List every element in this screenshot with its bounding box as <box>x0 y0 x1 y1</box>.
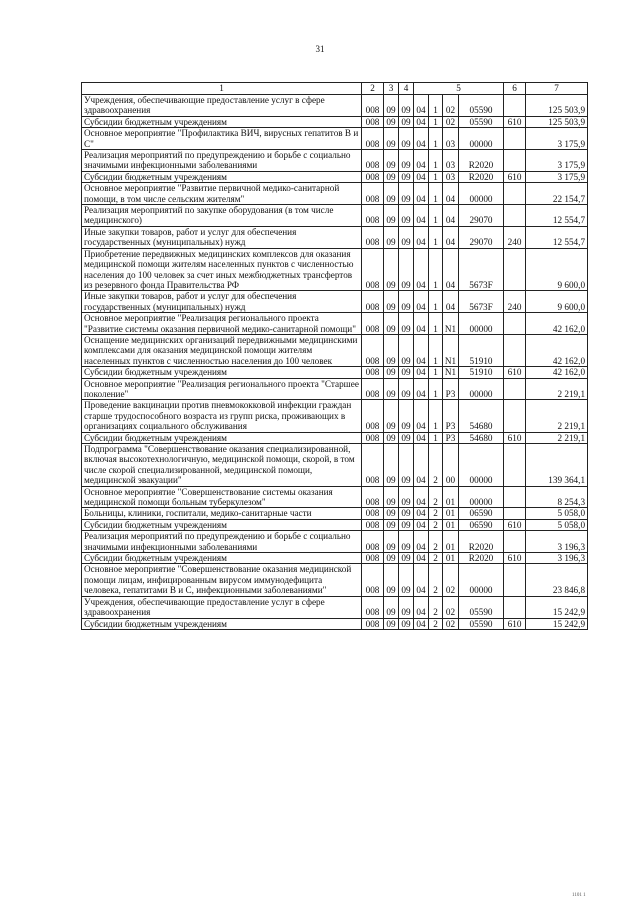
cell-p1: 04 <box>414 444 429 487</box>
cell-p1: 04 <box>414 150 429 172</box>
cell-c2: 008 <box>362 531 384 553</box>
cell-p3: 03 <box>443 171 459 182</box>
cell-c6 <box>504 400 526 432</box>
cell-c3: 09 <box>384 444 399 487</box>
cell-c3: 09 <box>384 519 399 530</box>
cell-c3: 09 <box>384 367 399 378</box>
cell-p4: 05590 <box>459 618 504 629</box>
cell-p4: 00000 <box>459 128 504 150</box>
table-row <box>82 171 588 182</box>
cell-p1: 04 <box>414 367 429 378</box>
cell-p2: 1 <box>429 367 443 378</box>
cell-c6: 610 <box>504 171 526 182</box>
table-row <box>82 486 588 508</box>
cell-name: Больницы, клиники, госпитали, медико-санитарные части <box>82 508 362 519</box>
table-row <box>82 432 588 443</box>
cell-c2: 008 <box>362 313 384 335</box>
cell-amount: 3 196,3 <box>526 531 588 553</box>
cell-c2: 008 <box>362 564 384 596</box>
header-cell: 6 <box>504 83 526 95</box>
cell-p4: R2020 <box>459 553 504 564</box>
cell-p1: 04 <box>414 486 429 508</box>
cell-p3: 02 <box>443 618 459 629</box>
cell-c2: 008 <box>362 334 384 366</box>
cell-c2: 008 <box>362 183 384 205</box>
cell-c4: 09 <box>399 553 414 564</box>
cell-c4: 09 <box>399 400 414 432</box>
cell-c2: 008 <box>362 444 384 487</box>
cell-name: Приобретение передвижных медицинских комплексов для оказания медицинской помощи жителям населенных пунктов с численностью населения до 100 человек за счет иных межбюджетных трансфертов из резервного фонда Правительства РФ <box>82 248 362 291</box>
cell-c3: 09 <box>384 432 399 443</box>
cell-name: Основное мероприятие "Реализация регионального проекта "Старшее поколение" <box>82 378 362 400</box>
cell-c6 <box>504 205 526 227</box>
cell-amount: 12 554,7 <box>526 205 588 227</box>
cell-c3: 09 <box>384 95 399 117</box>
cell-p3: P3 <box>443 400 459 432</box>
cell-c6 <box>504 334 526 366</box>
table-row <box>82 444 588 487</box>
cell-name: Субсидии бюджетным учреждениям <box>82 171 362 182</box>
cell-amount: 5 058,0 <box>526 519 588 530</box>
cell-c4: 09 <box>399 486 414 508</box>
cell-p2: 2 <box>429 486 443 508</box>
cell-c4: 09 <box>399 205 414 227</box>
cell-p3: 03 <box>443 128 459 150</box>
cell-amount: 15 242,9 <box>526 618 588 629</box>
cell-name: Основное мероприятие "Совершенствование системы оказания медицинской помощи больным туберкулезом" <box>82 486 362 508</box>
cell-c3: 09 <box>384 205 399 227</box>
cell-c3: 09 <box>384 618 399 629</box>
cell-p2: 2 <box>429 564 443 596</box>
cell-c2: 008 <box>362 508 384 519</box>
cell-p1: 04 <box>414 116 429 127</box>
budget-table <box>81 82 588 630</box>
cell-c2: 008 <box>362 128 384 150</box>
cell-p2: 1 <box>429 432 443 443</box>
cell-c4: 09 <box>399 313 414 335</box>
cell-p1: 04 <box>414 618 429 629</box>
cell-c2: 008 <box>362 378 384 400</box>
table-row <box>82 313 588 335</box>
cell-c2: 008 <box>362 618 384 629</box>
cell-p4: 29070 <box>459 226 504 248</box>
cell-c6: 240 <box>504 226 526 248</box>
cell-name: Субсидии бюджетным учреждениям <box>82 618 362 629</box>
cell-p2: 2 <box>429 508 443 519</box>
cell-amount: 125 503,9 <box>526 95 588 117</box>
cell-p3: P3 <box>443 432 459 443</box>
cell-amount: 2 219,1 <box>526 400 588 432</box>
cell-p2: 1 <box>429 400 443 432</box>
cell-p2: 1 <box>429 334 443 366</box>
cell-c4: 09 <box>399 116 414 127</box>
cell-p2: 1 <box>429 150 443 172</box>
cell-c6 <box>504 564 526 596</box>
cell-c4: 09 <box>399 596 414 618</box>
cell-amount: 3 175,9 <box>526 150 588 172</box>
table-row <box>82 531 588 553</box>
table-row <box>82 596 588 618</box>
cell-amount: 12 554,7 <box>526 226 588 248</box>
cell-amount: 23 846,8 <box>526 564 588 596</box>
cell-c4: 09 <box>399 519 414 530</box>
header-cell: 4 <box>399 83 414 95</box>
cell-p4: R2020 <box>459 171 504 182</box>
cell-c4: 09 <box>399 226 414 248</box>
cell-p3: 04 <box>443 205 459 227</box>
cell-name: Учреждения, обеспечивающие предоставление услуг в сфере здравоохранения <box>82 95 362 117</box>
cell-p2: 1 <box>429 171 443 182</box>
cell-c4: 09 <box>399 367 414 378</box>
cell-c3: 09 <box>384 150 399 172</box>
cell-c6 <box>504 128 526 150</box>
cell-c2: 008 <box>362 519 384 530</box>
table-row <box>82 183 588 205</box>
cell-amount: 3 175,9 <box>526 171 588 182</box>
cell-c6 <box>504 486 526 508</box>
cell-c3: 09 <box>384 378 399 400</box>
cell-p1: 04 <box>414 400 429 432</box>
cell-name: Учреждения, обеспечивающие предоставление услуг в сфере здравоохранения <box>82 596 362 618</box>
cell-c4: 09 <box>399 508 414 519</box>
table-row <box>82 205 588 227</box>
cell-c4: 09 <box>399 432 414 443</box>
cell-p3: P3 <box>443 378 459 400</box>
cell-c2: 008 <box>362 150 384 172</box>
cell-p4: 05590 <box>459 116 504 127</box>
cell-c6: 610 <box>504 553 526 564</box>
cell-name: Субсидии бюджетным учреждениям <box>82 367 362 378</box>
cell-name: Реализация мероприятий по закупке оборудования (в том числе медицинского) <box>82 205 362 227</box>
cell-p1: 04 <box>414 596 429 618</box>
cell-amount: 5 058,0 <box>526 508 588 519</box>
cell-p4: 05590 <box>459 95 504 117</box>
cell-c2: 008 <box>362 248 384 291</box>
table-row <box>82 248 588 291</box>
cell-name: Реализация мероприятий по предупреждению и борьбе с социально значимыми инфекционными заболеваниями <box>82 531 362 553</box>
cell-c3: 09 <box>384 486 399 508</box>
table-row <box>82 400 588 432</box>
cell-c3: 09 <box>384 334 399 366</box>
cell-c6 <box>504 150 526 172</box>
cell-c2: 008 <box>362 205 384 227</box>
cell-name: Подпрограмма "Совершенствование оказания специализированной, включая высокотехнологичную, медицинской помощи, скорой, в том числе скорой специализированной, медицинской помощи, медицинской эвакуации" <box>82 444 362 487</box>
cell-c2: 008 <box>362 171 384 182</box>
cell-c2: 008 <box>362 432 384 443</box>
cell-c6: 610 <box>504 519 526 530</box>
cell-p1: 04 <box>414 519 429 530</box>
table-row <box>82 116 588 127</box>
cell-c4: 09 <box>399 378 414 400</box>
cell-name: Субсидии бюджетным учреждениям <box>82 553 362 564</box>
table-row <box>82 291 588 313</box>
cell-p3: 01 <box>443 553 459 564</box>
cell-p4: 5673F <box>459 248 504 291</box>
footer-mark: 1101 1 <box>572 893 586 898</box>
cell-p1: 04 <box>414 508 429 519</box>
cell-c6 <box>504 248 526 291</box>
cell-c2: 008 <box>362 116 384 127</box>
cell-p2: 1 <box>429 205 443 227</box>
cell-amount: 42 162,0 <box>526 367 588 378</box>
cell-c6: 610 <box>504 367 526 378</box>
cell-p2: 2 <box>429 618 443 629</box>
cell-p3: N1 <box>443 334 459 366</box>
table-row <box>82 508 588 519</box>
table-header-row <box>82 83 588 95</box>
cell-amount: 42 162,0 <box>526 334 588 366</box>
cell-p1: 04 <box>414 95 429 117</box>
cell-amount: 2 219,1 <box>526 432 588 443</box>
cell-name: Основное мероприятие "Развитие первичной медико-санитарной помощи, в том числе сельским жителям" <box>82 183 362 205</box>
cell-c3: 09 <box>384 596 399 618</box>
cell-p2: 2 <box>429 531 443 553</box>
cell-c3: 09 <box>384 313 399 335</box>
cell-c6 <box>504 444 526 487</box>
cell-p3: 04 <box>443 183 459 205</box>
cell-c6 <box>504 313 526 335</box>
cell-p4: 5673F <box>459 291 504 313</box>
cell-p4: 00000 <box>459 313 504 335</box>
cell-c3: 09 <box>384 226 399 248</box>
cell-p4: 00000 <box>459 444 504 487</box>
cell-p2: 1 <box>429 95 443 117</box>
cell-c3: 09 <box>384 183 399 205</box>
cell-p4: 00000 <box>459 183 504 205</box>
cell-amount: 42 162,0 <box>526 313 588 335</box>
cell-p4: 54680 <box>459 432 504 443</box>
cell-p4: 54680 <box>459 400 504 432</box>
cell-p2: 1 <box>429 128 443 150</box>
cell-p2: 1 <box>429 313 443 335</box>
cell-name: Иные закупки товаров, работ и услуг для обеспечения государственных (муниципальных) нужд <box>82 226 362 248</box>
cell-p4: 06590 <box>459 508 504 519</box>
cell-p4: 06590 <box>459 519 504 530</box>
cell-c3: 09 <box>384 400 399 432</box>
cell-amount: 22 154,7 <box>526 183 588 205</box>
cell-p4: R2020 <box>459 150 504 172</box>
cell-c2: 008 <box>362 367 384 378</box>
cell-c2: 008 <box>362 553 384 564</box>
cell-p1: 04 <box>414 313 429 335</box>
header-cell: 1 <box>82 83 362 95</box>
cell-p1: 04 <box>414 378 429 400</box>
cell-p2: 1 <box>429 248 443 291</box>
cell-c4: 09 <box>399 150 414 172</box>
cell-c2: 008 <box>362 400 384 432</box>
cell-p3: 01 <box>443 508 459 519</box>
cell-amount: 8 254,3 <box>526 486 588 508</box>
cell-p2: 2 <box>429 596 443 618</box>
cell-c3: 09 <box>384 553 399 564</box>
cell-c3: 09 <box>384 248 399 291</box>
cell-name: Основное мероприятие "Профилактика ВИЧ, вирусных гепатитов В и С" <box>82 128 362 150</box>
cell-c2: 008 <box>362 95 384 117</box>
cell-c6 <box>504 95 526 117</box>
cell-name: Субсидии бюджетным учреждениям <box>82 519 362 530</box>
cell-p3: 04 <box>443 291 459 313</box>
cell-p4: 05590 <box>459 596 504 618</box>
cell-name: Основное мероприятие "Реализация регионального проекта "Развитие системы оказания первичной медико-санитарной помощи" <box>82 313 362 335</box>
cell-p4: 00000 <box>459 564 504 596</box>
cell-p3: N1 <box>443 367 459 378</box>
cell-c6: 240 <box>504 291 526 313</box>
cell-p4: R2020 <box>459 531 504 553</box>
cell-p3: 01 <box>443 486 459 508</box>
cell-p3: 02 <box>443 596 459 618</box>
cell-c3: 09 <box>384 116 399 127</box>
cell-c4: 09 <box>399 564 414 596</box>
table-row <box>82 618 588 629</box>
table-row <box>82 128 588 150</box>
cell-p2: 1 <box>429 116 443 127</box>
cell-p1: 04 <box>414 205 429 227</box>
cell-c2: 008 <box>362 486 384 508</box>
table-row <box>82 95 588 117</box>
cell-p1: 04 <box>414 128 429 150</box>
cell-c2: 008 <box>362 291 384 313</box>
table-row <box>82 378 588 400</box>
cell-c3: 09 <box>384 564 399 596</box>
cell-p2: 1 <box>429 378 443 400</box>
cell-c4: 09 <box>399 95 414 117</box>
cell-amount: 9 600,0 <box>526 291 588 313</box>
cell-c4: 09 <box>399 248 414 291</box>
cell-c6 <box>504 531 526 553</box>
cell-name: Реализация мероприятий по предупреждению и борьбе с социально значимыми инфекционными заболеваниями <box>82 150 362 172</box>
cell-p4: 00000 <box>459 378 504 400</box>
cell-c3: 09 <box>384 291 399 313</box>
cell-name: Субсидии бюджетным учреждениям <box>82 116 362 127</box>
cell-name: Иные закупки товаров, работ и услуг для обеспечения государственных (муниципальных) нужд <box>82 291 362 313</box>
cell-c4: 09 <box>399 444 414 487</box>
cell-c6: 610 <box>504 618 526 629</box>
cell-p1: 04 <box>414 334 429 366</box>
cell-c4: 09 <box>399 171 414 182</box>
table-row <box>82 334 588 366</box>
cell-p1: 04 <box>414 564 429 596</box>
cell-p4: 29070 <box>459 205 504 227</box>
cell-c6 <box>504 378 526 400</box>
cell-amount: 15 242,9 <box>526 596 588 618</box>
cell-p3: 00 <box>443 444 459 487</box>
cell-p2: 2 <box>429 519 443 530</box>
cell-p3: 01 <box>443 519 459 530</box>
header-cell: 5 <box>414 83 504 95</box>
cell-p2: 1 <box>429 291 443 313</box>
cell-p1: 04 <box>414 226 429 248</box>
cell-c6: 610 <box>504 116 526 127</box>
cell-amount: 125 503,9 <box>526 116 588 127</box>
cell-p3: 04 <box>443 226 459 248</box>
cell-name: Проведение вакцинации против пневмококковой инфекции граждан старше трудоспособного возраста из групп риска, проживающих в организациях социального обслуживания <box>82 400 362 432</box>
cell-c4: 09 <box>399 183 414 205</box>
table-row <box>82 564 588 596</box>
cell-p3: 02 <box>443 564 459 596</box>
cell-c3: 09 <box>384 531 399 553</box>
cell-c6 <box>504 596 526 618</box>
table-row <box>82 553 588 564</box>
cell-p3: 02 <box>443 116 459 127</box>
cell-p3: 02 <box>443 95 459 117</box>
page-number: 31 <box>315 44 325 54</box>
header-cell: 3 <box>384 83 399 95</box>
cell-p4: 51910 <box>459 367 504 378</box>
header-cell: 7 <box>526 83 588 95</box>
cell-p3: 04 <box>443 248 459 291</box>
header-cell: 2 <box>362 83 384 95</box>
cell-c4: 09 <box>399 531 414 553</box>
cell-name: Основное мероприятие "Совершенствование оказания медицинской помощи лицам, инфицированным вирусом иммунодефицита человека, гепатитами В и С, инфекционными заболеваниями" <box>82 564 362 596</box>
cell-p3: 01 <box>443 531 459 553</box>
cell-c3: 09 <box>384 508 399 519</box>
cell-p3: 03 <box>443 150 459 172</box>
cell-c4: 09 <box>399 334 414 366</box>
cell-c2: 008 <box>362 596 384 618</box>
cell-c3: 09 <box>384 171 399 182</box>
cell-p4: 00000 <box>459 486 504 508</box>
cell-p1: 04 <box>414 553 429 564</box>
table-row <box>82 519 588 530</box>
cell-p1: 04 <box>414 171 429 182</box>
cell-p2: 1 <box>429 226 443 248</box>
cell-c6: 610 <box>504 432 526 443</box>
cell-amount: 9 600,0 <box>526 248 588 291</box>
cell-p1: 04 <box>414 291 429 313</box>
cell-p1: 04 <box>414 183 429 205</box>
cell-p2: 2 <box>429 553 443 564</box>
cell-p3: N1 <box>443 313 459 335</box>
cell-c3: 09 <box>384 128 399 150</box>
cell-p1: 04 <box>414 531 429 553</box>
table-row <box>82 367 588 378</box>
cell-c6 <box>504 508 526 519</box>
cell-amount: 3 175,9 <box>526 128 588 150</box>
cell-amount: 2 219,1 <box>526 378 588 400</box>
cell-name: Оснащение медицинских организаций передвижными медицинскими комплексами для оказания медицинской помощи жителям населенных пунктов с численностью населения до 100 человек <box>82 334 362 366</box>
cell-amount: 139 364,1 <box>526 444 588 487</box>
cell-c4: 09 <box>399 618 414 629</box>
cell-p4: 51910 <box>459 334 504 366</box>
cell-p2: 1 <box>429 183 443 205</box>
table-row <box>82 150 588 172</box>
cell-p1: 04 <box>414 432 429 443</box>
cell-p1: 04 <box>414 248 429 291</box>
cell-c2: 008 <box>362 226 384 248</box>
cell-name: Субсидии бюджетным учреждениям <box>82 432 362 443</box>
cell-c6 <box>504 183 526 205</box>
cell-c4: 09 <box>399 291 414 313</box>
cell-p2: 2 <box>429 444 443 487</box>
cell-amount: 3 196,3 <box>526 553 588 564</box>
cell-c4: 09 <box>399 128 414 150</box>
table-row <box>82 226 588 248</box>
